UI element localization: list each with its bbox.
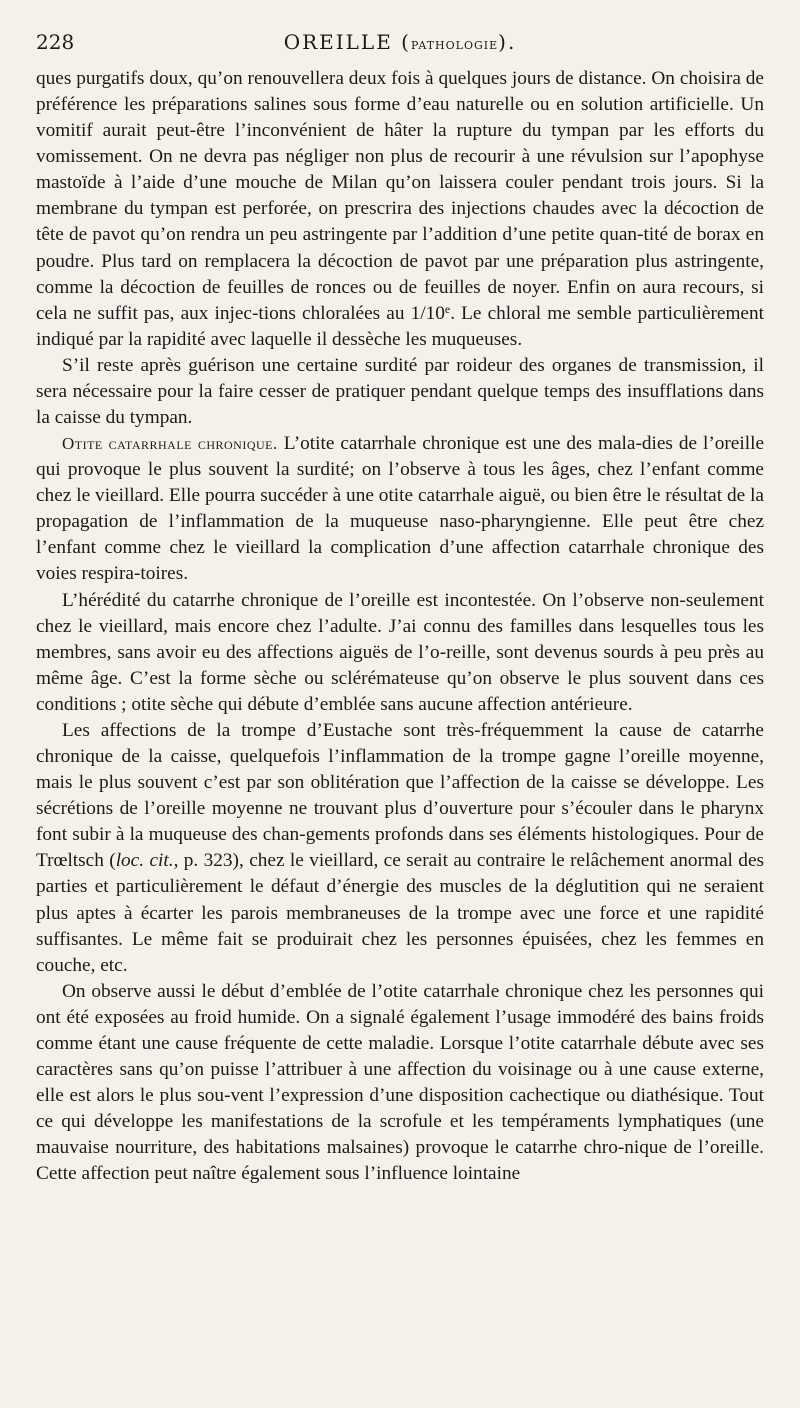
paragraph-text: Les affections de la trompe d’Eustache sont très-fréquemment la cause de catarrhe chronique de la caisse, quelquefois l’inflammation de la trompe gagne l’oreille moyenne, mais le plus souvent c’est par son oblitération que l’affection de la caisse se développe. Les sécrétions de l’oreille moyenne ne trouvant plus d’ouverture pour s’écouler dans le pharynx font subir à la muqueuse des chan-gements profonds dans ses éléments histologiques. Pour de Trœltsch ( — [36, 719, 764, 872]
page-number: 228 — [36, 30, 75, 54]
paragraph — [36, 718, 764, 979]
paragraph-continuation — [36, 66, 764, 353]
superscript: e — [444, 301, 451, 316]
paragraph: L’hérédité du catarrhe chronique de l’oreille est incontestée. On l’observe non-seulement chez le vieillard, mais encore chez l’adulte. J’ai connu des familles dans lesquelles tous les membres, sans avoir eu des affections aiguës de l’o-reille, sont devenus sourds à peu près au même âge. C’est la forme sèche ou sclérémateuse qu’on observe le plus souvent dans ces conditions ; otite sèche qui débute d’emblée sans aucune affection antérieure. — [36, 589, 764, 715]
paragraph: S’il reste après guérison une certaine surdité par roideur des organes de transmission, il sera nécessaire pour la faire cesser de pratiquer pendant quelque temps des insufflations dans la caisse du tympan. — [36, 354, 764, 429]
paragraph-text: . Le chloral me semble particulièrement indiqué par la rapidité avec laquelle il dessèche les muqueuses. — [36, 302, 764, 350]
paragraph: On observe aussi le début d’emblée de l’otite catarrhale chronique chez les personnes qui ont été exposées au froid humide. On a signalé également l’usage immodéré des bains froids comme étant une cause fréquente de cette maladie. Lorsque l’otite catarrhale débute avec ses caractères sans qu’on puisse l’attribuer à une affection du voisinage ou à une cause externe, elle est alors le plus sou-vent l’expression d’une disposition cachectique ou diathésique. Tout ce qui développe les manifestations de la scrofule et les tempéraments lymphatiques (une mauvaise nourriture, des habitations malsaines) provoque le catarrhe chro-nique de l’oreille. Cette affection peut naître également sous l’influence lointaine — [36, 980, 764, 1185]
paragraph-text: , p. 323), chez le vieillard, ce serait au contraire le relâchement anormal des parties et particulièrement le défaut d’énergie des muscles de la déglutition qui ne seraient plus aptes à écarter les parois membraneuses de la trompe avec une force et une rapidité suffisantes. Le même fait se produirait chez les personnes épuisées, chez les femmes en couche, etc. — [36, 850, 764, 976]
running-title-subject: pathologie — [410, 35, 499, 53]
running-title — [36, 30, 764, 54]
section-heading: Otite catarrhale chronique. — [62, 434, 278, 454]
paragraph-text: ques purgatifs doux, qu’on renouvellera deux fois à quelques jours de distance. On choisira de préférence les préparations salines sous forme d’eau naturelle ou en solution artificielle. Un vomitif aurait peut-être l’inconvénient de hâter la rupture du tympan par les efforts du vomissement. On ne devra pas négliger non plus de recourir à une révulsion sur l’apophyse mastoïde à l’aide d’une mouche de Milan qu’on laissera couler pendant trois jours. Si la membrane du tympan est perforée, on prescrira des injections chaudes avec la décoction de tête de pavot qu’on rendra un peu astringente par l’addition d’une petite quan-tité de borax en poudre. Plus tard on remplacera la décoction de pavot par une préparation plus astringente, comme la décoction de feuilles de ronces ou de feuilles de noyer. Enfin on aura recours, si cela ne suffit pas, aux injec-tions chloralées au 1/10 — [36, 68, 764, 324]
running-title-end: ). — [498, 30, 517, 54]
citation: loc. cit. — [115, 850, 174, 872]
running-title-main: OREILLE ( — [283, 30, 411, 54]
page-header — [36, 30, 764, 58]
paragraph-section-start — [36, 431, 764, 587]
page-body — [36, 66, 764, 1187]
paragraph-text: L’otite catarrhale chronique est une des mala-dies de l’oreille qui provoque le plus souvent la surdité; on l’observe à tous les âges, chez l’enfant comme chez le vieillard. Elle pourra succéder à une otite catarrhale aiguë, ou bien être le résultat de la propagation de l’inflammation de la muqueuse naso-pharyngienne. Elle peut être chez l’enfant comme chez le vieillard la complication d’une affection catarrhale chronique des voies respira-toires. — [36, 433, 764, 585]
